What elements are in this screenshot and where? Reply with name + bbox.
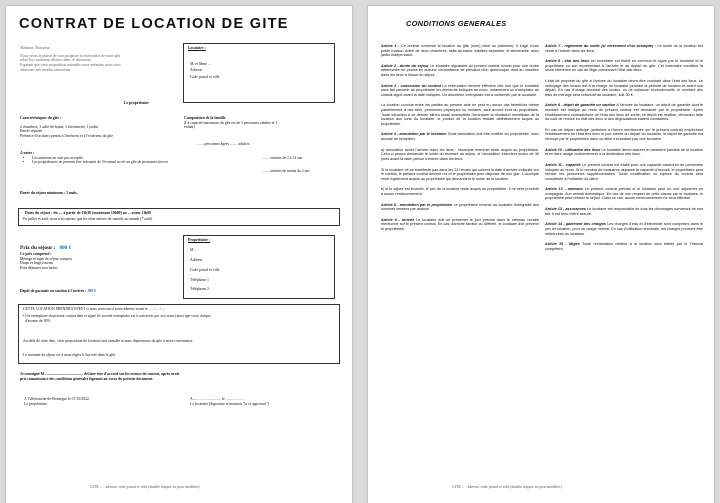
article-heading: Article 2 - durée du séjour: [381, 63, 429, 68]
article-text: Le propriétaire reverse au locataire l'intégralité des sommes versées par avance.: [381, 202, 539, 212]
article: [545, 222, 703, 236]
article-text: Toute annulation doit être notifiée au propriétaire, avec accusé de réception.: [381, 132, 539, 141]
caracteristiques-line: 2 chambres, 1 salle-de-bains, 1 kitchenette, 1 jardin: [20, 124, 99, 129]
article: [381, 103, 539, 126]
prix-details: [20, 252, 170, 271]
articles-left-column: [381, 44, 539, 238]
page-footer: GITE ... - adresse, code postal et ville (double cliquez ici pour modifier): [90, 485, 200, 489]
article-text: En cas de départ anticipé (antérieur à l'heure mentionnée sur le présent contrat) empêchant l'établissement de l'état des lieux le jour même du départ du locataire, le dépôt de garantie est renvoyé par le propriétaire dans un délai n'excédant pas une semaine.: [545, 127, 703, 141]
article-heading: Article 10 - utilisation des lieux: [545, 147, 601, 152]
contract-page-verso: [368, 6, 714, 503]
article-text: a) annulation avant l'arrivée dans les lieux : l'acompte éventuel reste acquis au propriétaire. Celui-ci pourra demander le solde du montant du séjour, si l'annulation intervient moins de 30 jours avant la date prévue d'entrée dans les lieux.: [381, 147, 539, 161]
salutation-line: adressons nos amitiés salutations.: [20, 67, 72, 72]
effet-line: Au-delà de cette date, cette proposition de location sera annulée et nous disposerons du gîte à notre convenance.: [23, 339, 194, 343]
proprietaire-box: [183, 235, 335, 299]
a-noter-item: • Les propriétaires ne peuvent être informés de l'éventuel accès au gîte de personnes tierces: [32, 160, 170, 165]
caracteristiques-section: [20, 116, 180, 139]
contract-page-recto: [6, 6, 352, 503]
article: [545, 103, 703, 121]
proprietaire-address[interactable]: Adresse: [190, 258, 203, 262]
composition-capacity: enfant): [184, 125, 195, 130]
article-heading: Article 9 - dépôt de garantie ou caution: [545, 103, 616, 108]
page-footer: GITE ... - adresse, code postal et ville (double cliquez ici pour modifier): [452, 485, 562, 489]
article-text: Le locataire doit se présenter le jour précisé dans le créneau horaire mentionné sur le présent contrat. En cas d'arrivée tardive ou différée, le locataire doit prévenir le propriétaire.: [381, 217, 539, 231]
effet-line: d'avance de 30%: [25, 319, 51, 323]
composition-row-adults[interactable]: ........ personnes âgées ........ adultes: [196, 142, 250, 146]
signature-locataire: Le locataire (Signature et mention "lu et approuvé"): [190, 402, 269, 406]
article: [381, 148, 539, 162]
dates-line[interactable]: Dates du séjour : du .... à partir de 15h30 (maximum 19h00) au ... avant 11h00: [25, 211, 152, 215]
article-text: Les charges d'eau et d'électricité sont comprises dans le prix de location, pour un usage normal. En cas d'utilisation anormale, les charges pourront être refacturées au locataire.: [545, 222, 703, 236]
article: [381, 132, 539, 141]
signature-declaration: pris connaissance des conditions générales figurant au verso du présent document.: [20, 377, 154, 381]
salutation-line: selon les conditions décrites dans ce document.: [20, 58, 92, 63]
locataire-box: [183, 43, 335, 103]
signature-place-date[interactable]: A Villefranche-de-Rouergue le 07/10/2022: [24, 397, 89, 401]
composition-capacity: (La capacité maximum du gîte est de 3 personnes adultes et 1: [184, 120, 278, 125]
locataire-heading: Locataire :: [188, 46, 206, 50]
article: [381, 187, 539, 196]
article-heading: Article 15 - litiges: [545, 242, 580, 247]
page-title: CONTRAT DE LOCATION DE GITE: [19, 16, 289, 32]
depot-row: [20, 289, 96, 294]
article: [545, 163, 703, 181]
signature-declaration: Je soussigné M ........................................ déclare être d'accord sur les termes du contrat, après avoir: [20, 372, 180, 376]
depot-label: Dépôt de garantie ou caution à l'arrivée :: [20, 289, 87, 293]
signature-locataire-place[interactable]: A ............................, le ....................: [190, 397, 245, 401]
article-text: L'état de propreté du gîte à l'arrivée du locataire devra être constaté dans l'état des lieux. Le nettoyage des locaux est à la charge du locataire pendant la période de location et avant son départ. En cas d'usage anormal des locaux, ou de salissure exceptionnelle, le montant des frais de ménage sera refacturé au locataire, soit 30 €.: [545, 79, 703, 97]
article: [545, 187, 703, 201]
locataire-address[interactable]: Adresse: [190, 68, 203, 72]
articles-right-column: [545, 44, 703, 258]
proprietaire-city[interactable]: Code postal et ville: [190, 268, 220, 272]
proprietaire-name[interactable]: M. ...: [190, 248, 199, 252]
prix-line: Petit déjeuner non inclus: [20, 266, 58, 271]
article: [545, 79, 703, 97]
article-heading: Article 1 -: [381, 44, 400, 48]
signature-proprietaire: Le propriétaire,: [24, 402, 48, 406]
dates-note: En juillet et août, nous n'acceptons que les réservations du samedi au samedi (* août): [23, 217, 153, 221]
effet-line: • Un exemplaire du présent contrat daté et signé (le second exemplaire est à conserver par vos soins) ainsi que votre chèque: [23, 314, 211, 318]
article: [545, 44, 703, 53]
article-text: Le locataire devra assurer le caractère paisible de la location et en faire usage conformément à la destination des lieux.: [545, 147, 704, 157]
article-heading: Article 3 - conclusion du contrat: [381, 83, 441, 88]
article: [381, 64, 539, 78]
article-text: Si le locataire ne se manifeste pas dans les 24 heures qui suivent la date d'arrivée indiquée sur le contrat, le présent contrat devient nul et le propriétaire peut disposer de son gîte. L'acompte reste également acquis au propriétaire qui demandera le solde de la location.: [381, 167, 539, 181]
article: [545, 148, 703, 157]
effet-box: [18, 304, 340, 364]
composition-row-babies[interactable]: ........ enfants de moins de 2 ans: [262, 169, 310, 173]
article: [381, 84, 539, 98]
a-noter-item: • Les animaux ne sont pas acceptés: [32, 156, 170, 161]
article-text: Le locataire est responsable de tous les dommages survenant de son fait. Il est tenu d'être assuré.: [545, 207, 703, 216]
article-text: Un inventaire est établi en commun et signé par le locataire et le propriétaire ou son représentant à l'arrivée et au départ du gîte. Cet inventaire constitue la seule référence en cas de litige concernant l'état des lieux.: [545, 59, 703, 73]
article-heading: Article 8 - état des lieux: [545, 59, 590, 64]
article-text: Toute réclamation relative à la location sera traitée par le Tribunal compétent.: [545, 242, 703, 251]
article-text: Le présent contrat est établi pour une capacité maximum de personnes indiquée au recto. Si le nombre de locataires dépasse la capacité d'accueil, le propriétaire peut refuser les personnes supplémentaires. Toute modification ou rupture du contrat sera considérée à l'initiative du client.: [545, 162, 703, 181]
salutation-line: Nous avons le plaisir de vous proposer la réservation de notre gîte: [20, 53, 121, 58]
salutation-line: Madame, Monsieur,: [20, 46, 51, 50]
dates-box: [18, 208, 340, 226]
prix-line: Draps et linge fournis: [20, 261, 54, 266]
article-text: Le locataire signataire du présent contrat conclu pour une durée déterminée ne pourra en aucune circonstance se prévaloir d'un quelconque droit au maintien dans les lieux à l'issue du séjour.: [381, 63, 539, 77]
article: [381, 44, 539, 58]
article-heading: Article 5 - annulation par le propriétaire: [381, 202, 453, 207]
article-heading: Article 14 - paiement des charges: [545, 222, 606, 227]
article: [381, 218, 539, 232]
caracteristiques-line: Présence d'escaliers pentus à l'intérieur et à l'extérieur du gîte: [20, 134, 114, 139]
article-heading: Article 12 - animaux: [545, 187, 583, 192]
article: [545, 242, 703, 251]
caracteristiques-line: Entrée séparée: [20, 129, 43, 134]
article-text: Ce contrat concerne la location du gîte (nom) situé au (adresse). Il s'agit d'une petite maison dotée de deux chambres, salle-de-bains, toilettes séparées, et kitchenette, avec jardin indépendant.: [381, 44, 539, 58]
prix-label: Prix du séjour :: [20, 245, 56, 251]
article-heading: Article 4 - annulation par le locataire: [381, 132, 447, 137]
composition-section: [184, 116, 340, 130]
article-text: La réservation devient effective dès lors que le locataire aura fait parvenir au propriétaire les éléments indiqués au recto, notamment un exemplaire du contrat signé avant la date indiquée. Un deuxième exemplaire est à conserver par le locataire.: [381, 83, 539, 97]
article-heading: Article 13 - assurances: [545, 207, 586, 212]
a-noter-section: [20, 151, 170, 165]
article-heading: Article 6 - arrivée: [381, 217, 415, 222]
proprietaire-heading: Propriétaire :: [188, 238, 211, 242]
article: [545, 207, 703, 216]
article-text: A l'arrivée du locataire, un dépôt de garantie dont le montant est indiqué au recto du présent contrat est demandé par le propriétaire. Après l'établissement contradictoire de l'état des lieux de sortie, ce dépôt est restitué, déduction faite du coût de remise en état des lieux si des dégradations étaient constatées.: [545, 103, 703, 122]
a-noter-heading: A noter :: [20, 151, 35, 155]
article-heading: Article 7 - règlement du solde (si versement d'un acompte) :: [545, 44, 656, 48]
salutation-line: Espérant que cette proposition retiendra votre attention, nous vous: [20, 63, 121, 68]
effet-line: CETTE LOCATION PRENDRA EFFET si nous recevons à notre adresse avant le .... / .... / ....: [23, 307, 166, 311]
locataire-city[interactable]: Code postal et ville: [190, 75, 220, 79]
page-title: CONDITIONS GENERALES: [406, 19, 507, 28]
article: [545, 128, 703, 142]
composition-row-children[interactable]: ........ enfants de 2 à 14 ans: [262, 156, 303, 160]
locataire-name[interactable]: M. et Mme ...: [190, 62, 211, 66]
article-text: La location conclue entre les parties au présent acte ne peut en aucun cas bénéficier même partiellement à des tiers, personnes physiques ou morales, sauf accord écrit du propriétaire. Toute infraction à ce dernier alinéa serait susceptible d'entraîner la résiliation immédiate de la location aux torts du locataire, le produit de la location restant définitivement acquis au propriétaire.: [381, 103, 539, 126]
proprietaire-phone-2[interactable]: Téléphone 2: [190, 287, 209, 291]
prix-includes-heading: Ce prix comprend :: [20, 252, 52, 256]
article-text: b) si le séjour est écourté, le prix de la location reste acquis au propriétaire. Il ne sera procédé à aucun remboursement.: [381, 187, 539, 196]
article: [545, 59, 703, 73]
composition-heading: Composition de la famille: [184, 116, 226, 120]
prix-value[interactable]: 800 €: [59, 245, 72, 251]
article: [381, 168, 539, 182]
article-heading: Article 11 - capacité: [545, 162, 581, 167]
proprietaire-label: Le propriétaire: [124, 101, 149, 105]
proprietaire-phone-1[interactable]: Téléphone 1: [190, 278, 209, 282]
duree-minimum: Durée du séjour minimum : 3 nuits.: [20, 191, 78, 195]
depot-value[interactable]: 300 €: [87, 289, 97, 293]
salutation-text: [20, 46, 170, 73]
article: [381, 203, 539, 212]
effet-payment-line: Le montant du séjour est à nous régler à l'arrivée dans le gîte.: [23, 353, 117, 357]
article-text: Le solde de la location est versé à l'entrée dans les lieux.: [545, 44, 703, 53]
caracteristiques-heading: Caractéristiques du gîte :: [20, 116, 62, 120]
prix-line: Ménage et tapis de séjour compris: [20, 256, 72, 261]
article-text: Le présent contrat précise si le locataire peut ou non séjourner en compagnie d'un animal domestique. En cas de non respect de cette clause par le locataire, le propriétaire peut refuser le séjour. Dans ce cas, aucun remboursement ne sera effectué.: [545, 187, 703, 201]
